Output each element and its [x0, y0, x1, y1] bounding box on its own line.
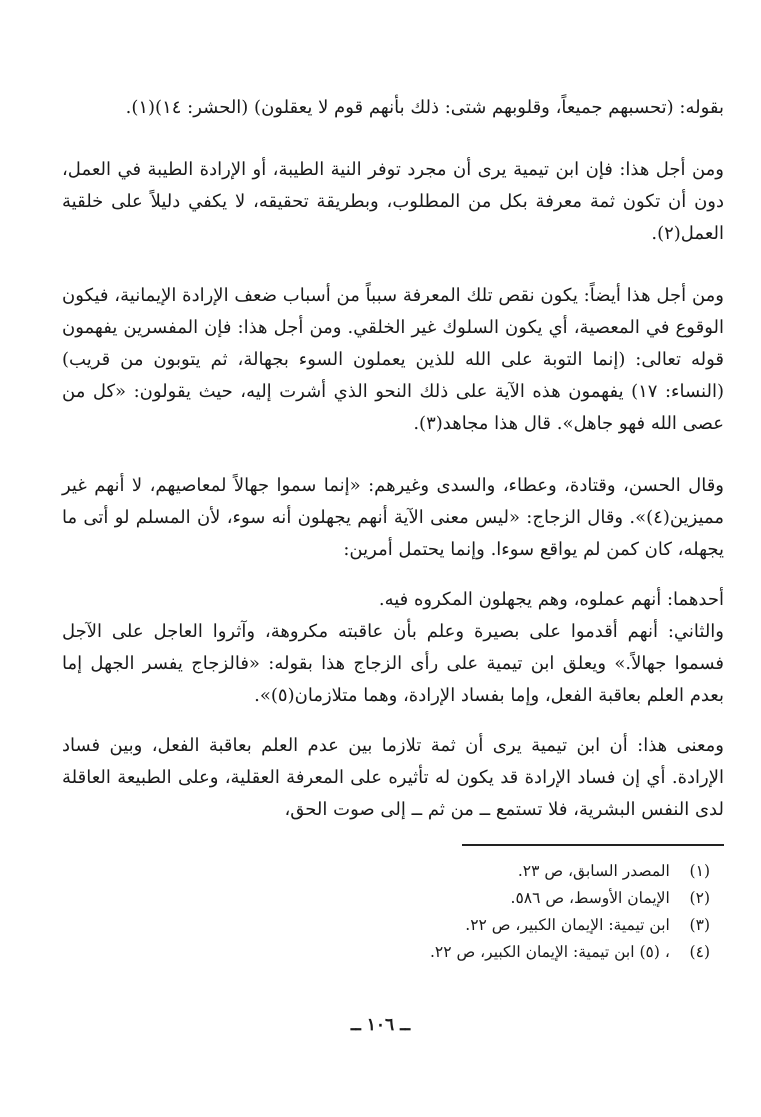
spacer — [62, 712, 724, 730]
footnote-number: (٤) — [689, 943, 710, 961]
spacer — [62, 124, 724, 154]
footnote-number: (٣) — [689, 916, 710, 934]
paragraph-3: ومن أجل هذا أيضاً: يكون نقص تلك المعرفة سبباً من أسباب ضعف الإرادة الإيمانية، فيكون الوقوع في المعصية، أي يكون السلوك غير الخلقي. ومن أجل هذا: فإن المفسرين يفهمون قوله تعالى: (إنما التوبة على الله للذين يعملون السوء بجهالة، ثم يتوبون من قريب) (النساء: ١٧) يفهمون هذه الآية على ذلك النحو الذي أشرت إليه، حيث يقولون: «كل من عصى الله فهو جاهل». قال هذا مجاهد(٣). — [62, 285, 724, 434]
footnote-4 — [62, 939, 724, 966]
footnote-separator — [462, 844, 724, 846]
footnote-text: ابن تيمية: الإيمان الكبير، ص ٢٢. — [465, 916, 670, 934]
footnote-2 — [62, 885, 724, 912]
footnote-1 — [62, 858, 724, 885]
paragraph-7: ومعنى هذا: أن ابن تيمية يرى أن ثمة تلازما بين عدم العلم بعاقبة الفعل، وبين فساد الإرادة. أي إن فساد الإرادة قد يكون له تأثيره على المعرفة العقلية، وعلى الطبيعة العاقلة لدى النفس البشرية، فلا تستمع ــ من ثم ــ إلى صوت الحق، — [62, 735, 724, 820]
page-body — [62, 92, 724, 966]
spacer — [62, 440, 724, 470]
paragraph-4: وقال الحسن، وقتادة، وعطاء، والسدى وغيرهم: «إنما سموا جهالاً لمعاصيهم، لا أنهم غير مميزين(٤)». وقال الزجاج: «ليس معنى الآية أنهم يجهلون أنه سوء، لأن المسلم لو أتى ما يجهله، كان كمن لم يواقع سوءا. وإنما يحتمل أمرين: — [62, 475, 724, 560]
spacer — [62, 250, 724, 280]
footnotes — [62, 858, 724, 966]
page-number: ــ ١٠٦ ــ — [350, 1015, 411, 1035]
footnote-text: ، (٥) ابن تيمية: الإيمان الكبير، ص ٢٢. — [429, 943, 670, 961]
footnote-number: (٢) — [689, 889, 710, 907]
paragraph-5: أحدهما: أنهم عملوه، وهم يجهلون المكروه فيه. — [378, 589, 724, 610]
footnote-number: (١) — [689, 862, 710, 880]
footnote-text: المصدر السابق، ص ٢٣. — [517, 862, 670, 880]
footnote-3 — [62, 912, 724, 939]
footnote-text: الإيمان الأوسط، ص ٥٨٦. — [510, 889, 670, 907]
paragraph-1: بقوله: (تحسبهم جميعاً، وقلوبهم شتى: ذلك بأنهم قوم لا يعقلون) (الحشر: ١٤)(١). — [125, 97, 724, 118]
paragraph-2: ومن أجل هذا: فإن ابن تيمية يرى أن مجرد توفر النية الطيبة، أو الإرادة الطيبة في العمل، دون أن تكون ثمة معرفة بكل من المطلوب، وبطريقة تحقيقه، لا يكفي دليلاً على خلقية العمل(٢). — [62, 159, 724, 244]
paragraph-6: والثاني: أنهم أقدموا على بصيرة وعلم بأن عاقبته مكروهة، وآثروا العاجل على الآجل فسموا جهالاً.» ويعلق ابن تيمية على رأى الزجاج هذا بقوله: «فالزجاج يفسر الجهل إما بعدم العلم بعاقبة الفعل، وإما بفساد الإرادة، وهما متلازمان(٥)». — [62, 621, 724, 706]
spacer — [62, 566, 724, 584]
